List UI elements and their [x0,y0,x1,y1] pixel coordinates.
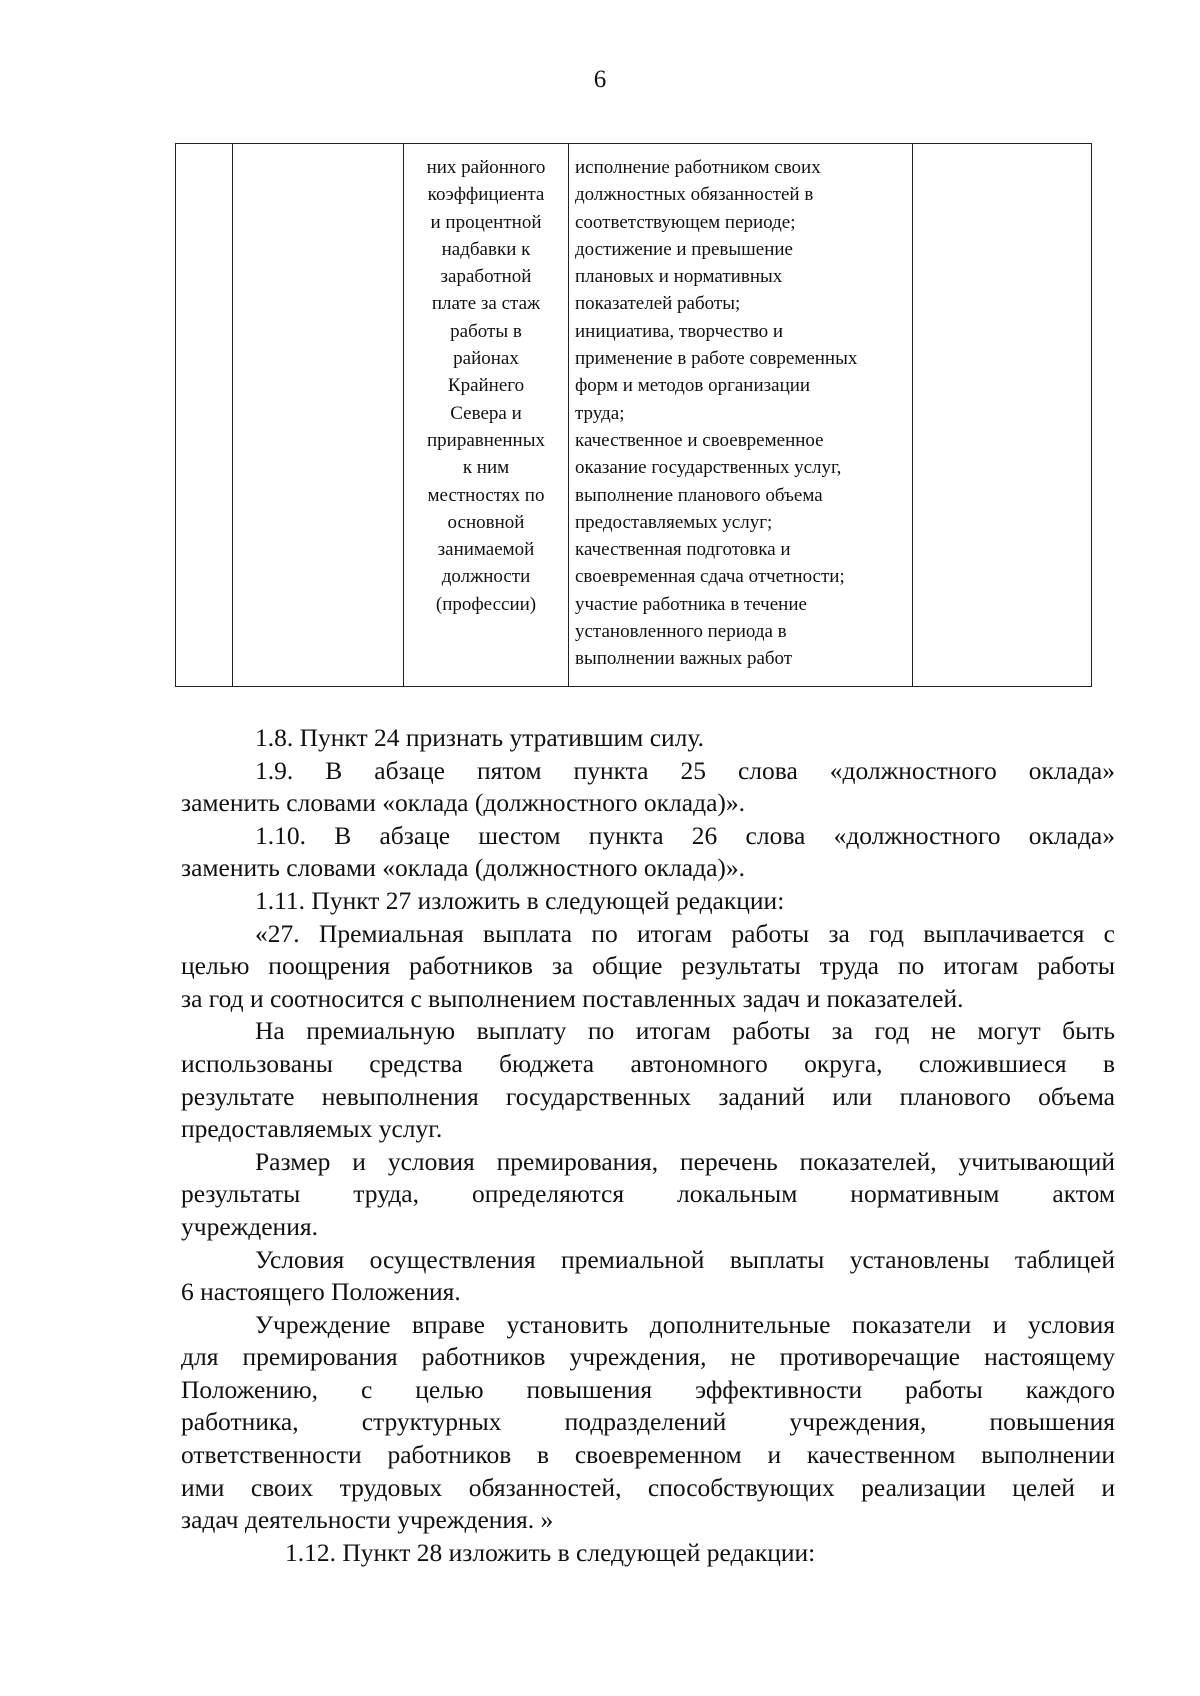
table-cell-4 [569,144,913,687]
cell-line: соответствующем периоде; [575,211,796,233]
cell-line: исполнение работником своих [575,157,821,178]
table-cell-5 [913,144,1092,687]
paragraph-line: 1.10. В абзаце шестом пункта 26 слова «должностного оклада» [255,820,1115,850]
table-cell-1 [176,144,233,687]
cell-line: Севера и [450,402,522,424]
table-row [176,144,1092,687]
cell-line: работы в [450,320,522,342]
continuation-table [175,143,1092,687]
paragraph-line: заменить словами «оклада (должностного оклада)». [181,853,746,883]
paragraph-line: Положению, с целью повышения эффективности работы каждого [181,1374,1115,1404]
cell-line: к ним [462,457,510,479]
paragraph-line: за год и соотносится с выполнением поставленных задач и показателей. [181,983,964,1013]
cell-line: приравненных [427,429,545,451]
cell-line: применение в работе современных [575,348,858,370]
cell-line: должностных обязанностей в [575,184,814,206]
cell-line: коэффициента [427,184,545,206]
paragraph-line: предоставляемых услуг. [181,1114,443,1144]
paragraph-line: 1.8. Пункт 24 признать утратившим силу. [255,723,704,752]
cell-line: выполнении важных работ [575,648,793,670]
cell-line: основной [447,511,525,533]
paragraph-line: результате невыполнения государственных заданий или планового объема [181,1081,1115,1111]
cell-line: занимаемой [437,539,535,561]
cell-line: участие работника в течение [575,593,807,615]
cell-line: выполнение планового объема [575,484,823,506]
page-number: 6 [593,66,607,93]
cell-line: и процентной [430,211,542,233]
cell-line: установленного периода в [575,621,787,643]
cell-line: инициатива, творчество и [575,320,784,342]
cell-line: плате за стаж [431,293,541,315]
cell-line: них районного [426,157,546,178]
paragraph-line: Условия осуществления премиальной выплаты установлены таблицей [255,1244,1115,1274]
paragraph-line: 1.11. Пункт 27 изложить в следующей редакции: [255,885,785,915]
cell-line: предоставляемых услуг; [575,511,773,533]
cell-line: (профессии) [435,593,537,615]
paragraph-line: учреждения. [181,1211,318,1241]
paragraph-line: ими своих трудовых обязанностей, способствующих реализации целей и [181,1472,1115,1502]
cell-line: качественное и своевременное [575,429,824,451]
cell-line: местностях по [427,484,545,506]
paragraph-line: Учреждение вправе установить дополнительные показатели и условия [255,1309,1115,1339]
cell-line: своевременная сдача отчетности; [575,566,845,588]
paragraph-line: использованы средства бюджета автономного округа, сложившиеся в [181,1048,1115,1078]
cell-line: Крайнего [447,375,525,397]
table-cell-2 [233,144,404,687]
paragraph-line: ответственности работников в своевременном и качественном выполнении [181,1440,1115,1470]
cell-line: районах [453,348,519,370]
cell-line: оказание государственных услуг, [575,457,842,479]
paragraph-line: «27. Премиальная выплата по итогам работы за год выплачивается с [255,918,1115,948]
paragraph-line: 6 настоящего Положения. [181,1277,461,1307]
paragraph-line: результаты труда, определяются локальным нормативным актом [181,1179,1115,1209]
paragraph-line: заменить словами «оклада (должностного оклада)». [181,788,746,818]
cell-line: заработной [440,266,532,288]
bonus-criteria-text [569,144,912,673]
cell-line: труда; [575,402,625,424]
cell-line: показателей работы; [575,293,741,315]
table-cell-3 [404,144,569,687]
paragraph-line: На премиальную выплату по итогам работы за год не могут быть [255,1016,1115,1046]
document-body [181,722,1115,1569]
cell-line: плановых и нормативных [575,266,783,288]
paragraph-line: работника, структурных подразделений учреждения, повышения [181,1407,1115,1437]
paragraph-line: 1.9. В абзаце пятом пункта 25 слова «должностного оклада» [255,755,1115,785]
cell-line: форм и методов организации [575,375,811,397]
paragraph-line: 1.12. Пункт 28 изложить в следующей редакции: [285,1537,816,1567]
cell-line: достижение и превышение [575,238,793,260]
cell-line: надбавки к [441,238,531,260]
paragraph-line: Размер и условия премирования, перечень показателей, учитывающий [255,1146,1115,1176]
paragraph-line: задач деятельности учреждения. » [181,1505,554,1535]
bonus-basis-text [404,144,568,618]
paragraph-line: для премирования работников учреждения, не противоречащие настоящему [181,1342,1115,1372]
cell-line: должности [441,566,531,588]
cell-line: качественная подготовка и [575,539,791,561]
paragraph-line: целью поощрения работников за общие результаты труда по итогам работы [181,951,1115,981]
